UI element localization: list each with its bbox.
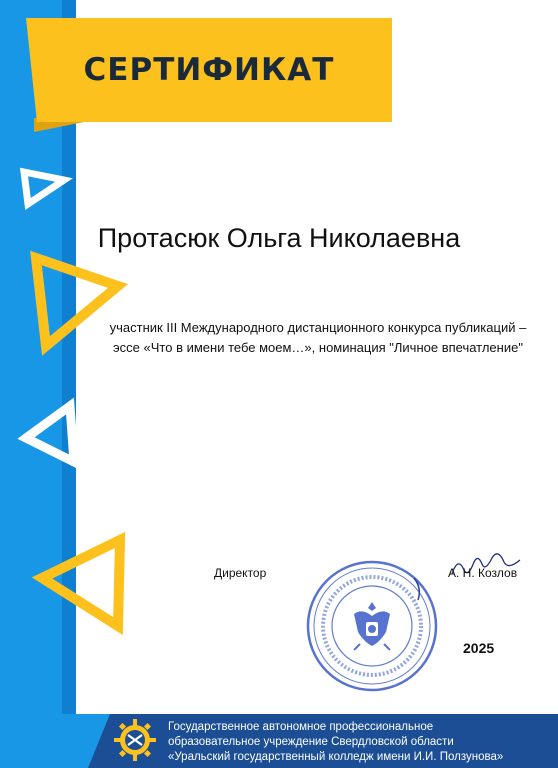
triangle-yellow-2 <box>42 540 120 626</box>
official-seal <box>304 558 440 694</box>
award-description <box>88 318 548 358</box>
certificate-year: 2025 <box>463 640 495 656</box>
director-label: Директор <box>214 566 267 580</box>
certificate-title: СЕРТИФИКАТ <box>83 52 335 88</box>
college-logo-icon <box>112 717 158 763</box>
institution-line-3: «Уральский государственный колледж имени И.И. Ползунова» <box>168 751 504 763</box>
institution-line-2: образовательное учреждение Свердловской области <box>168 736 454 748</box>
triangle-white-small <box>24 172 64 204</box>
description-line-2: эссе «Что в имени тебе моем…», номинация "Личное впечатление" <box>113 340 523 355</box>
recipient-name: Протасюк Ольга Николаевна <box>97 223 461 253</box>
institution-line-1: Государственное автономное профессиональное <box>168 721 434 733</box>
signature-name: А. Н. Козлов <box>448 566 518 580</box>
institution-name <box>168 720 556 765</box>
coat-of-arms-icon <box>354 602 390 650</box>
description-line-1: участник III Международного дистанционного конкурса публикаций – <box>109 320 527 335</box>
triangle-white-large <box>26 406 74 462</box>
